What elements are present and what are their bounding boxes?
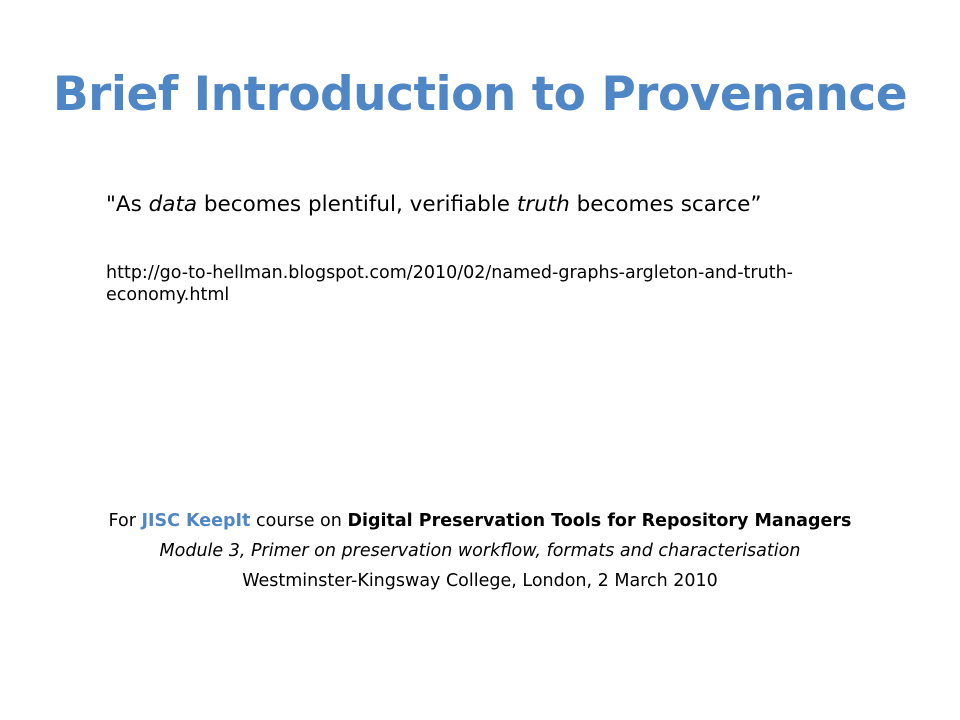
credits-line-venue: Westminster-Kingsway College, London, 2 March 2010 bbox=[242, 571, 718, 591]
quote-middle: becomes plentiful, verifiable bbox=[197, 192, 517, 217]
credits-middle: course on bbox=[250, 511, 348, 531]
credits-organisation: JISC KeepIt bbox=[141, 511, 251, 531]
quote bbox=[106, 190, 761, 220]
credits-line-module: Module 3, Primer on preservation workflow, formats and characterisation bbox=[159, 541, 801, 561]
slide-title: Brief Introduction to Provenance bbox=[52, 67, 908, 122]
credits-course-name: Digital Preservation Tools for Repository Managers bbox=[347, 511, 852, 531]
source-url: http://go-to-hellman.blogspot.com/2010/02/named-graphs-argleton-and-truth-economy.html bbox=[106, 263, 793, 305]
quote-close: becomes scarce” bbox=[569, 192, 762, 217]
credits bbox=[0, 506, 960, 596]
quote-emphasis-data: data bbox=[148, 192, 198, 217]
credits-prefix: For bbox=[108, 511, 142, 531]
quote-emphasis-truth: truth bbox=[516, 192, 570, 217]
quote-open: "As bbox=[106, 192, 149, 217]
credits-line-course bbox=[0, 506, 960, 536]
